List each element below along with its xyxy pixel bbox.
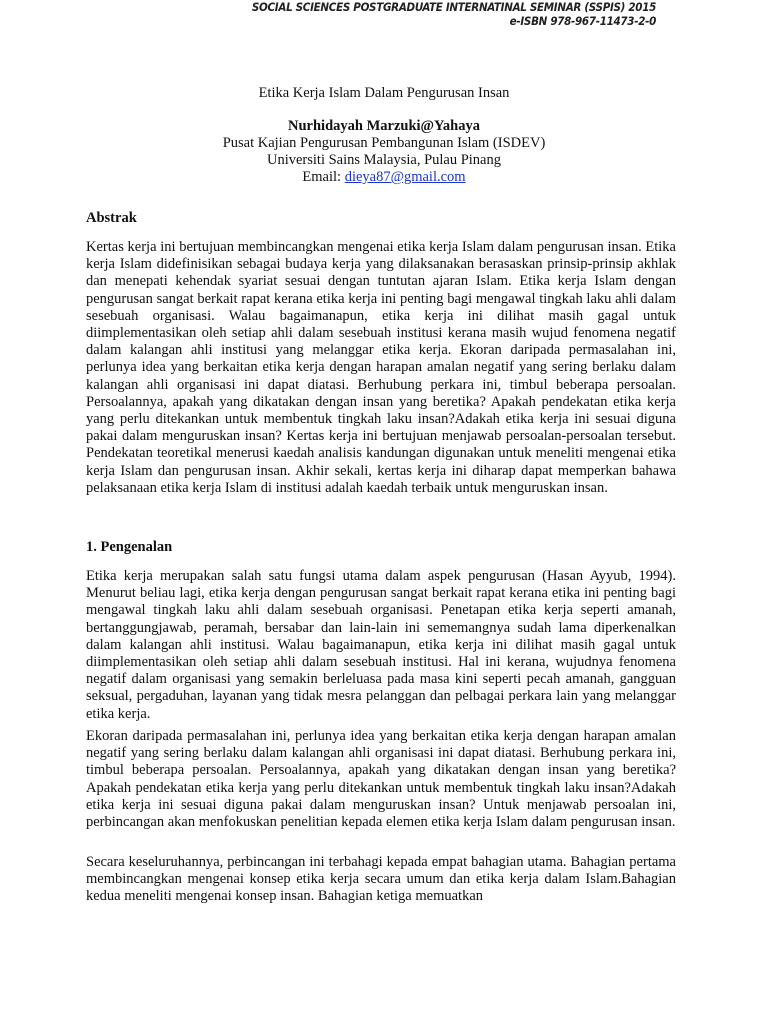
section-1-paragraph-3: Secara keseluruhannya, perbincangan ini terbahagi kepada empat bahagian utama. Bahagian pertama membincangkan mengenai konsep etika kerja secara umum dan etika kerja dalam Islam.Bahagian kedua meneliti mengenai konsep insan. Bahagian ketiga memuatkan xyxy=(86,854,676,905)
abstract-heading: Abstrak xyxy=(86,210,137,226)
running-header xyxy=(252,0,656,28)
author-name: Nurhidayah Marzuki@Yahaya xyxy=(288,118,480,134)
section-1-paragraph-1: Etika kerja merupakan salah satu fungsi utama dalam aspek pengurusan (Hasan Ayyub, 1994). Menurut beliau lagi, etika kerja dengan pengurusan sangat berkait rapat kerana etika ini penting bagi mengawal tingkah laku ahli dalam sesebuah organisasi. Penetapan etika kerja seperti amanah, bertanggungjawab, peramah, bersabar dan lain-lain ini sememangnya sudah lama diperkenalkan dalam kalangan ahli institusi. Walau bagaimanapun, etika kerja ini dilihat masih gagal untuk diimplementasikan oleh setiap ahli dalam sesebuah institusi. Hal ini kerana, wujudnya fenomena negatif dalam organisasi yang semakin berleluasa pada masa kini seperti pecah amanah, gangguan seksual, pergaduhan, layanan yang tidak mesra pelanggan dan pelbagai perkara lain yang melanggar etika kerja. xyxy=(86,568,676,722)
email-link[interactable]: dieya87@gmail.com xyxy=(344,169,466,185)
header-seminar-title: SOCIAL SCIENCES POSTGRADUATE INTERNATINAL SEMINAR (SSPIS) 2015 xyxy=(251,0,656,14)
email-line xyxy=(0,169,768,186)
affiliation-institute: Pusat Kajian Pengurusan Pembangunan Islam (ISDEV) xyxy=(222,135,546,151)
paper-title: Etika Kerja Islam Dalam Pengurusan Insan xyxy=(258,85,510,101)
header-isbn: e-ISBN 978-967-11473-2-0 xyxy=(509,14,656,28)
email-label: Email: xyxy=(302,169,345,185)
section-1-heading: 1. Pengenalan xyxy=(86,539,173,555)
abstract-text: Kertas kerja ini bertujuan membincangkan mengenai etika kerja Islam dalam pengurusan insan. Etika kerja Islam didefinisikan sebagai budaya kerja yang dilaksanakan berasaskan prinsip-prinsip akhlak dan menepati kehendak syariat sesuai dengan tuntutan ajaran Islam. Etika kerja Islam dengan pengurusan sangat berkait rapat kerana etika kerja ini penting bagi mengawal tingkah laku ahli dalam sesebuah organisasi. Walau bagaimanapun, etika kerja ini dilihat masih gagal untuk diimplementasikan oleh setiap ahli dalam sesebuah institusi kerana masih wujud fenomena negatif dalam kalangan ahli institusi yang melanggar etika kerja. Ekoran daripada permasalahan ini, perlunya idea yang berkaitan etika kerja dengan harapan amalan negatif yang sering berlaku dalam kalangan ahli organisasi ini dapat diatasi. Berhubung perkara ini, timbul beberapa persoalan. Persoalannya, apakah yang dikatakan dengan insan yang beretika? Apakah pendekatan etika kerja yang perlu ditekankan untuk membentuk tingkah laku insan?Adakah etika kerja ini sesuai diguna pakai dalam menguruskan insan? Kertas kerja ini bertujuan menjawab persoalan-persoalan tersebut. Pendekatan teoretikal menerusi kaedah analisis kandungan digunakan untuk meneliti mengenai etika kerja Islam dan pengurusan insan. Akhir sekali, kertas kerja ini diharap dapat memperkan bahawa pelaksanaan etika kerja Islam di institusi adalah kaedah terbaik untuk menguruskan insan. xyxy=(86,239,676,496)
affiliation-university: Universiti Sains Malaysia, Pulau Pinang xyxy=(267,152,501,168)
title-block xyxy=(0,85,768,186)
section-1-paragraph-2: Ekoran daripada permasalahan ini, perlunya idea yang berkaitan etika kerja dengan harapan amalan negatif yang sering berlaku dalam kalangan ahli organisasi ini dapat diatasi. Berhubung perkara ini, timbul beberapa persoalan. Persoalannya, apakah yang dikatakan dengan insan yang beretika? Apakah pendekatan etika kerja yang perlu ditekankan untuk membentuk tingkah laku insan?Adakah etika kerja ini sesuai diguna pakai dalam menguruskan insan? Untuk menjawab persoalan ini, perbincangan akan menfokuskan penelitian kepada elemen etika kerja Islam dalam pengurusan insan. xyxy=(86,728,676,831)
